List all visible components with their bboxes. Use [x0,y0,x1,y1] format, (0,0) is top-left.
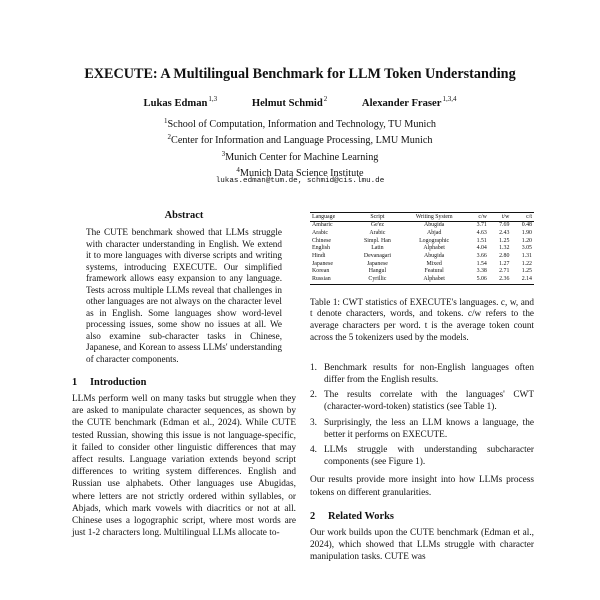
abstract-text: The CUTE benchmark showed that LLMs struggle with character understanding in English. We extend it to more languages with diverse scripts and writing systems, introducing EXECUTE. Our simplified framework allows easy expansion to any language. Tests across multiple LLMs reveal that challenges in other languages are not always on the character level as in English. Some languages show word-level processing issues, some show no issues at all. We also examine sub-character tasks in Chinese, Japanese, and Korean to assess LLMs' understanding of character components. [86,227,282,364]
cell-tw: 2.36 [489,276,512,284]
col-header-script: Script [353,213,402,222]
paper-title: EXECUTE: A Multilingual Benchmark for LLM Token Understanding [84,66,516,82]
left-column [72,210,296,539]
cell-tw: 1.27 [499,260,510,267]
table-row [310,245,534,253]
affiliation-4: $^4$Munich Data Science Institute [236,166,364,180]
cell-script: Simpl. Han [363,237,391,244]
intro-text: LLMs perform well on many tasks but struggle when they are asked to manipulate character sequences, as shown by the CUTE benchmark (Edman et al., 2024). While CUTE tested Russian, showing this issue is not language-specific, it failed to consider other linguistic differences that may affect results. Language variation extends beyond script differences to writing system differences. English and Russian use alphabets. Other languages use Abugidas, where letters are not strictly ordered within syllables, or Abjads, which mark vowels with diacritics or not at all. Chinese uses a logographic script, where most words are just 1-2 characters long. Multilingual LLMs allocate to- [72,394,296,539]
cell-ct: 1.90 [521,229,532,236]
author-list [0,95,600,109]
cell-script: Cyrillic [353,276,402,284]
table-row [310,253,534,261]
author-1: Lukas Edman$^{1,3}$ [143,95,218,109]
table-header-row [310,213,534,222]
table-row [310,222,534,230]
cell-cw: 3.71 [476,222,487,229]
author-3: Alexander Fraser$^{1,3,4}$ [361,95,457,109]
col-header-writing-system: Writing System [402,213,466,222]
cell-cw: 4.04 [476,245,487,252]
author-emails: lukas.edman@tum.de, schmid@cis.lmu.de [215,177,385,185]
cell-cw: 3.38 [476,268,487,275]
cell-tw: 2.80 [499,253,510,260]
cell-ct: 1.31 [521,253,532,260]
related-works-heading: 2 Related Works [310,510,394,522]
list-item: 1. Benchmark results for non-English languages often differ from the English results. [310,362,534,385]
cell-language: Amharic [312,222,333,229]
affiliation-1: $^1$School of Computation, Information and Technology, TU Munich [164,117,436,130]
cell-language: Korean [312,268,330,275]
table-row [310,237,534,245]
cell-script: Devanagari [363,253,391,260]
cell-language: Arabic [312,229,329,236]
cell-ct: 1.25 [521,268,532,275]
cell-tw: 1.32 [499,245,510,252]
cell-writing-system: Abugida [423,253,445,260]
cell-writing-system: Alphabet [423,245,445,252]
list-item: 4. LLMs struggle with understanding subcharacter components (see Figure 1). [310,444,534,468]
cwt-table [310,212,534,285]
cell-cw: 4.63 [476,229,487,236]
abstract-heading: Abstract [164,210,204,221]
cell-language: English [312,245,330,252]
cell-language: Russian [310,276,353,284]
cell-language: Hindi [312,253,326,260]
cell-tw: 2.71 [499,268,510,275]
cell-ct: 3.05 [521,245,532,252]
related-works-text: Our work builds upon the CUTE benchmark (Edman et al., 2024), which showed that LLMs struggle with character manipulation tasks. CUTE was [310,527,534,563]
intro-heading: 1 Introduction [72,377,147,388]
col-header-cw: c/w [466,213,489,222]
cell-ct: 1.20 [521,237,532,244]
list-item: 2. The results correlate with the languages' CWT (character-word-token) statistics (see Table 1). [310,390,534,413]
cell-writing-system: Alphabet [402,276,466,284]
cell-writing-system: Mixed [426,260,442,267]
cell-writing-system: Logographic [419,237,450,244]
cell-ct: 1.22 [521,260,532,267]
cell-script: Ge'ez [370,222,384,229]
cell-cw: 1.51 [476,237,487,244]
cell-writing-system: Featural [424,268,444,275]
affiliation-3: $^3$Munich Center for Machine Learning [221,149,379,163]
col-header-language: Language [310,213,353,222]
affiliation-2: $^2$Center for Information and Language Processing, LMU Munich [167,133,433,147]
table-row [310,260,534,268]
table-row [310,276,534,284]
cell-script: Arabic [369,229,386,236]
cell-script: Hangul [368,268,387,275]
cell-tw: 2.43 [499,229,510,236]
author-2: Helmut Schmid$^2$ [251,95,328,109]
cell-language: Japanese [312,260,333,267]
cell-writing-system: Abjad [426,229,442,236]
cell-script: Latin [371,245,384,252]
cell-cw: 3.66 [476,253,487,260]
findings-followup: Our results provide more insight into how LLMs process tokens on different granularities. [310,475,534,498]
table-row [310,230,534,238]
table-row [310,268,534,276]
cell-cw: 5.06 [466,276,489,284]
table-caption: Table 1: CWT statistics of EXECUTE's languages. c, w, and t denote characters, words, and tokens. c/w refers to the average characters per word. t is the average token count across the 5 tokenizers used by the models. [310,296,534,342]
cell-cw: 1.54 [476,260,487,267]
right-column [310,210,534,563]
list-item: 3. Surprisingly, the less an LLM knows a language, the better it performs on EXECUTE. [310,417,534,440]
cell-script: Japanese [366,260,388,267]
cell-tw: 7.69 [499,222,510,229]
cell-ct: 2.14 [511,276,534,284]
cell-language: Chinese [312,237,331,244]
cell-writing-system: Abugida [423,222,445,229]
col-header-ct: c/t [511,213,534,222]
col-header-tw: t/w [489,213,512,222]
cell-tw: 1.25 [499,237,510,244]
findings-list [310,362,534,469]
affiliation-list [0,115,600,181]
cell-ct: 0.48 [521,222,532,229]
